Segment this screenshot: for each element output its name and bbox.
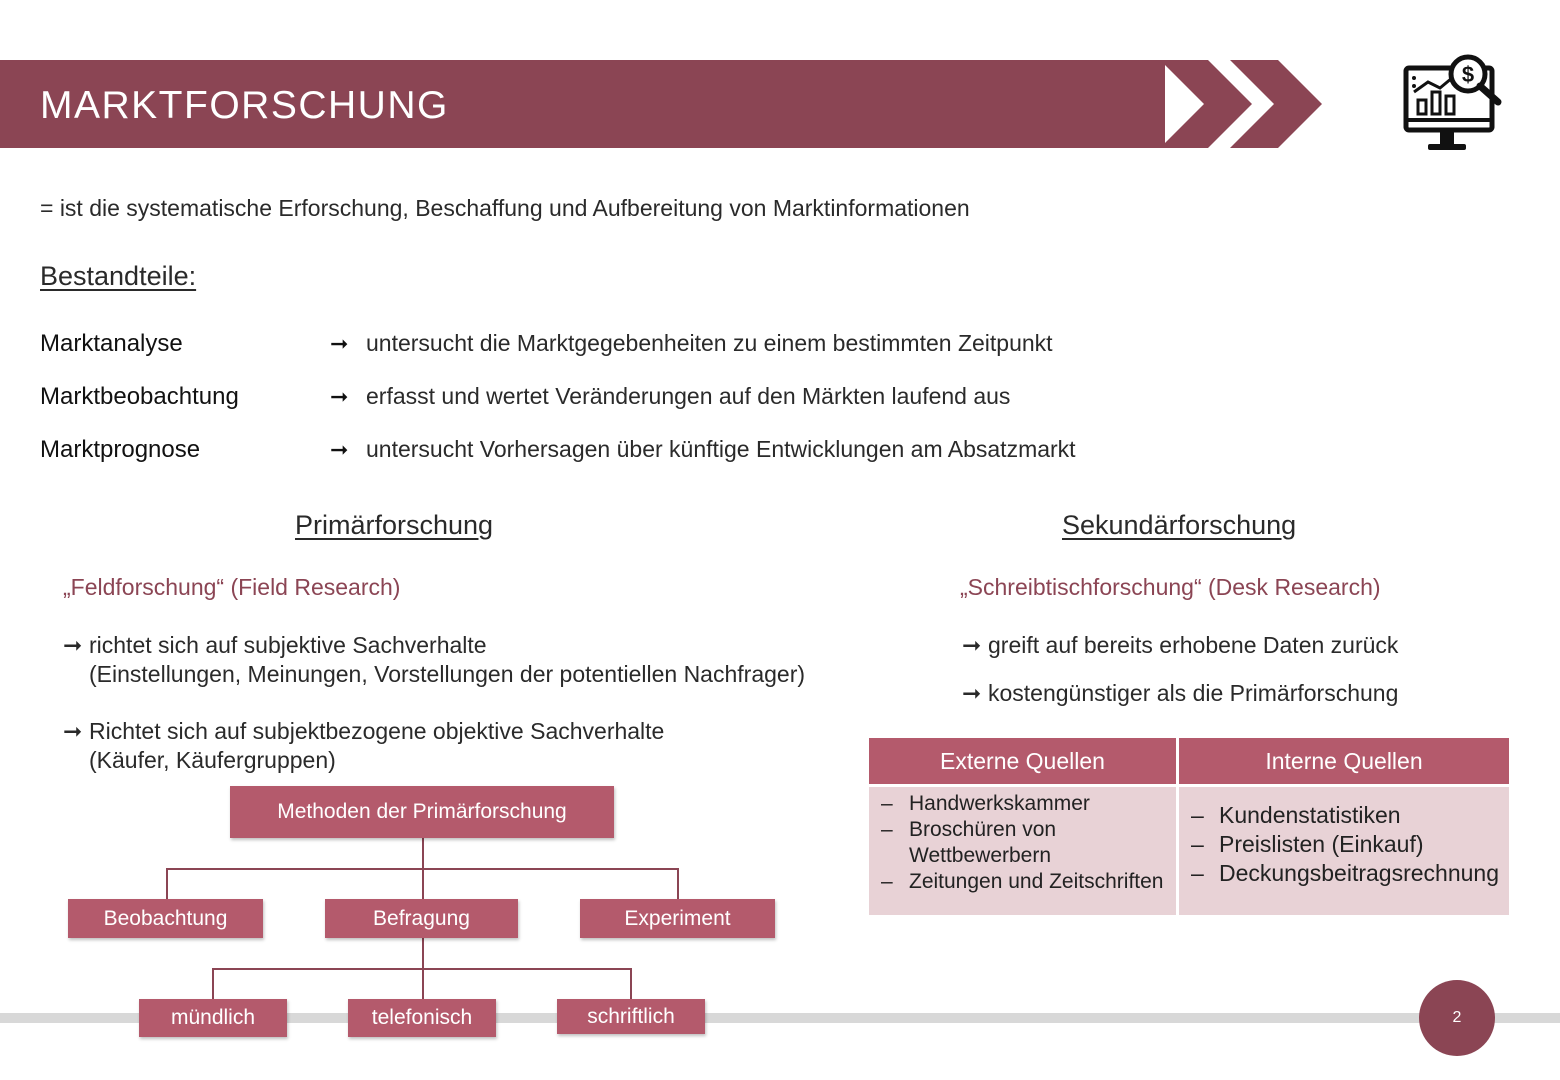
tree-node-schriftlich: schriftlich: [557, 999, 705, 1034]
list-item: – Zeitungen und Zeitschriften: [879, 869, 1166, 895]
double-chevron-icon: [1160, 60, 1360, 150]
tree-node-muendlich: mündlich: [139, 999, 287, 1037]
tree-connector: [630, 968, 632, 1000]
sources-table-row: [869, 787, 1509, 915]
tree-connector: [422, 968, 424, 1000]
list-item: – Preislisten (Einkauf): [1189, 830, 1499, 859]
tree-node-telefonisch: telefonisch: [348, 999, 496, 1037]
external-sources-cell: [869, 787, 1176, 915]
page-number: 2: [1452, 1009, 1462, 1026]
primary-point-1-line2: (Einstellungen, Meinungen, Vorstellungen der potentiellen Nachfrager): [89, 661, 806, 687]
list-item: – Handwerkskammer: [879, 791, 1166, 817]
primary-heading: Primärforschung: [295, 510, 494, 540]
tree-connector: [677, 868, 679, 900]
term-marktanalyse: Marktanalyse: [40, 330, 183, 357]
list-item: – Broschüren von Wettbewerbern: [879, 817, 1166, 869]
page-title: MARKTFORSCHUNG: [40, 84, 449, 127]
sources-table-header: [869, 738, 1509, 784]
list-item: – Kundenstatistiken: [1189, 801, 1499, 830]
primary-point-2-line1: Richtet sich auf subjektbezogene objektive Sachverhalte: [89, 718, 665, 744]
arrow-icon: ➞: [962, 680, 982, 706]
term-marktprognose: Marktprognose: [40, 436, 201, 463]
tree-node-befragung: Befragung: [325, 899, 518, 938]
tree-node-beobachtung: Beobachtung: [68, 899, 263, 938]
sources-table: [866, 735, 1512, 918]
market-research-monitor-icon: [1400, 52, 1506, 158]
tree-connector: [166, 868, 168, 900]
secondary-point-2-text: kostengünstiger als die Primärforschung: [988, 680, 1399, 706]
primary-point-1-line1: richtet sich auf subjektive Sachverhalte: [89, 632, 487, 658]
term-marktbeobachtung: Marktbeobachtung: [40, 383, 239, 410]
tree-connector: [422, 938, 424, 970]
tree-connector: [422, 868, 424, 900]
arrow-icon: ➞: [330, 384, 349, 409]
secondary-point-2: [962, 679, 1398, 708]
bestandteile-heading: Bestandteile:: [40, 261, 197, 291]
secondary-point-1: [962, 631, 1398, 660]
tree-node-experiment: Experiment: [580, 899, 775, 938]
desc-marktbeobachtung: erfasst und wertet Veränderungen auf den Märkten laufend aus: [366, 383, 1011, 409]
tree-connector: [422, 838, 424, 870]
arrow-icon: ➞: [63, 632, 83, 658]
primary-point-1: [63, 631, 805, 689]
primary-subtitle: „Feldforschung“ (Field Research): [63, 574, 401, 600]
svg-text:$: $: [1461, 62, 1475, 87]
desc-marktprognose: untersucht Vorhersagen über künftige Entwicklungen am Absatzmarkt: [366, 436, 1076, 462]
arrow-icon: ➞: [330, 331, 349, 356]
definition-text: = ist die systematische Erforschung, Beschaffung und Aufbereitung von Marktinformationen: [40, 195, 970, 221]
tree-root-box: Methoden der Primärforschung: [230, 786, 614, 838]
secondary-point-1-text: greift auf bereits erhobene Daten zurück: [988, 632, 1399, 658]
arrow-icon: ➞: [962, 632, 982, 658]
primary-point-2-line2: (Käufer, Käufergruppen): [89, 747, 336, 773]
desc-marktanalyse: untersucht die Marktgegebenheiten zu einem bestimmten Zeitpunkt: [366, 330, 1053, 356]
list-item: – Deckungsbeitragsrechnung: [1189, 859, 1499, 888]
secondary-heading: Sekundärforschung: [1062, 510, 1297, 540]
arrow-icon: ➞: [63, 718, 83, 744]
secondary-subtitle: „Schreibtischforschung“ (Desk Research): [960, 574, 1381, 600]
tree-connector: [212, 968, 214, 1000]
page-number-badge: [1419, 980, 1495, 1056]
internal-sources-cell: [1179, 787, 1509, 915]
header-interne-quellen: Interne Quellen: [1179, 738, 1509, 784]
primary-point-2: [63, 717, 664, 775]
arrow-icon: ➞: [330, 437, 349, 462]
header-externe-quellen: Externe Quellen: [869, 738, 1176, 784]
